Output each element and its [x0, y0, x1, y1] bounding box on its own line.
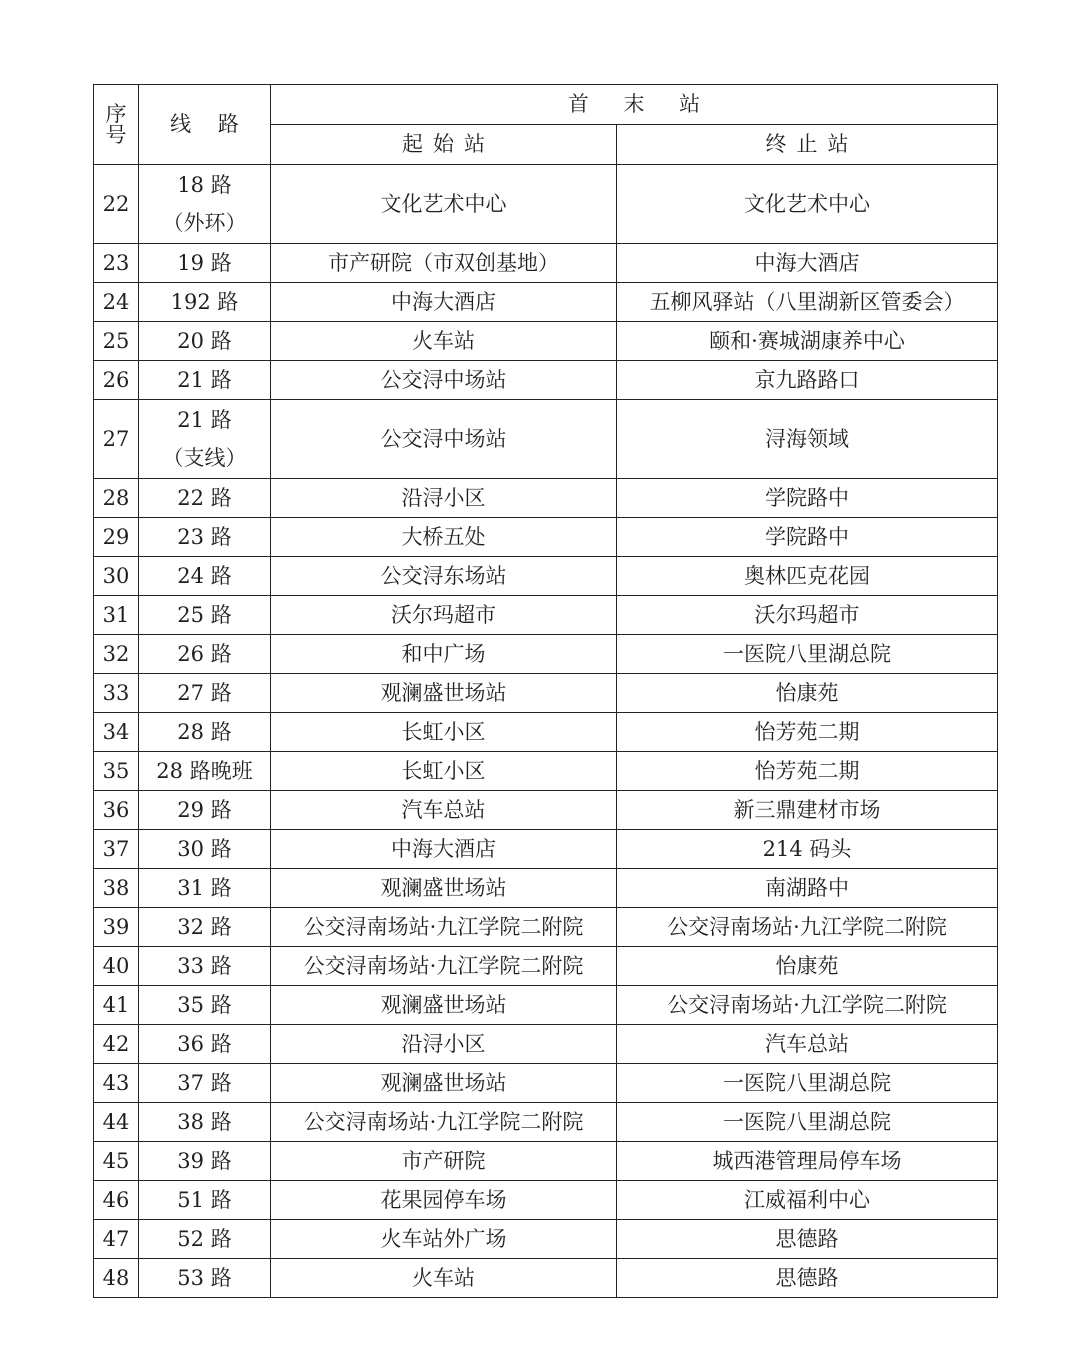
row-end: 沃尔玛超市	[617, 596, 998, 635]
row-index: 46	[94, 1181, 139, 1220]
row-index: 44	[94, 1103, 139, 1142]
table-row	[94, 1103, 998, 1142]
table-header	[94, 85, 998, 165]
row-line: 29 路	[139, 791, 271, 830]
row-start: 公交浔南场站·九江学院二附院	[271, 1103, 617, 1142]
header-end-label: 终止站	[765, 132, 859, 156]
row-line: 53 路	[139, 1259, 271, 1298]
row-start: 观澜盛世场站	[271, 869, 617, 908]
table-row	[94, 596, 998, 635]
table-row	[94, 1181, 998, 1220]
row-line: 28 路晚班	[139, 752, 271, 791]
row-line: 23 路	[139, 518, 271, 557]
row-line: 37 路	[139, 1064, 271, 1103]
row-end: 一医院八里湖总院	[617, 1103, 998, 1142]
row-end: 学院路中	[617, 479, 998, 518]
row-line-name: 21 路	[177, 408, 232, 432]
row-line: 22 路	[139, 479, 271, 518]
row-start: 汽车总站	[271, 791, 617, 830]
row-line: 26 路	[139, 635, 271, 674]
row-end: 汽车总站	[617, 1025, 998, 1064]
row-index: 40	[94, 947, 139, 986]
row-end: 怡康苑	[617, 674, 998, 713]
row-line: 27 路	[139, 674, 271, 713]
row-index: 29	[94, 518, 139, 557]
row-index: 45	[94, 1142, 139, 1181]
header-index-top: 序	[105, 101, 127, 126]
row-start: 公交浔南场站·九江学院二附院	[271, 908, 617, 947]
table-row	[94, 635, 998, 674]
row-start: 文化艺术中心	[271, 165, 617, 244]
row-index: 26	[94, 361, 139, 400]
row-line	[139, 165, 271, 244]
row-line: 36 路	[139, 1025, 271, 1064]
table-row	[94, 908, 998, 947]
header-stations	[271, 85, 998, 125]
row-index: 43	[94, 1064, 139, 1103]
row-line	[139, 400, 271, 479]
row-line: 33 路	[139, 947, 271, 986]
row-start: 市产研院（市双创基地）	[271, 244, 617, 283]
row-end: 214 码头	[617, 830, 998, 869]
table-row	[94, 165, 998, 244]
row-end: 怡芳苑二期	[617, 713, 998, 752]
table-row	[94, 1142, 998, 1181]
row-end: 公交浔南场站·九江学院二附院	[617, 908, 998, 947]
row-end: 公交浔南场站·九江学院二附院	[617, 986, 998, 1025]
row-index: 27	[94, 400, 139, 479]
header-start-label: 起始站	[402, 132, 495, 156]
table-row	[94, 400, 998, 479]
row-line: 38 路	[139, 1103, 271, 1142]
row-index: 35	[94, 752, 139, 791]
table-row	[94, 674, 998, 713]
row-line: 39 路	[139, 1142, 271, 1181]
row-line: 31 路	[139, 869, 271, 908]
row-index: 42	[94, 1025, 139, 1064]
header-start	[271, 125, 617, 165]
row-line: 21 路	[139, 361, 271, 400]
row-index: 22	[94, 165, 139, 244]
row-index: 24	[94, 283, 139, 322]
row-end: 学院路中	[617, 518, 998, 557]
row-line: 19 路	[139, 244, 271, 283]
row-end: 五柳风驿站（八里湖新区管委会）	[617, 283, 998, 322]
row-start: 长虹小区	[271, 713, 617, 752]
table-row	[94, 322, 998, 361]
header-line	[139, 85, 271, 165]
table-row	[94, 283, 998, 322]
row-line-variant: （外环）	[162, 211, 247, 235]
row-end: 思德路	[617, 1220, 998, 1259]
row-end: 城西港管理局停车场	[617, 1142, 998, 1181]
row-end: 江威福利中心	[617, 1181, 998, 1220]
row-line-name: 18 路	[177, 173, 232, 197]
row-end: 文化艺术中心	[617, 165, 998, 244]
table-row	[94, 518, 998, 557]
row-index: 23	[94, 244, 139, 283]
row-line: 24 路	[139, 557, 271, 596]
row-index: 37	[94, 830, 139, 869]
table-row	[94, 947, 998, 986]
row-index: 38	[94, 869, 139, 908]
table-row	[94, 1064, 998, 1103]
row-line: 35 路	[139, 986, 271, 1025]
table-row	[94, 557, 998, 596]
row-start: 大桥五处	[271, 518, 617, 557]
row-end: 新三鼎建材市场	[617, 791, 998, 830]
row-start: 沿浔小区	[271, 479, 617, 518]
row-start: 火车站	[271, 1259, 617, 1298]
row-end: 怡康苑	[617, 947, 998, 986]
row-start: 中海大酒店	[271, 283, 617, 322]
row-line: 20 路	[139, 322, 271, 361]
row-end: 浔海领域	[617, 400, 998, 479]
row-start: 沃尔玛超市	[271, 596, 617, 635]
row-index: 48	[94, 1259, 139, 1298]
header-stations-label: 首 末 站	[567, 92, 715, 116]
table-row	[94, 830, 998, 869]
table-row	[94, 713, 998, 752]
table-row	[94, 1259, 998, 1298]
table-row	[94, 791, 998, 830]
row-end: 怡芳苑二期	[617, 752, 998, 791]
row-start: 和中广场	[271, 635, 617, 674]
row-end: 颐和·赛城湖康养中心	[617, 322, 998, 361]
row-index: 41	[94, 986, 139, 1025]
table-row	[94, 986, 998, 1025]
row-index: 30	[94, 557, 139, 596]
table-row	[94, 1025, 998, 1064]
row-start: 长虹小区	[271, 752, 617, 791]
header-end	[617, 125, 998, 165]
row-start: 市产研院	[271, 1142, 617, 1181]
header-index	[94, 85, 139, 165]
row-end: 一医院八里湖总院	[617, 635, 998, 674]
row-end: 京九路路口	[617, 361, 998, 400]
row-end: 一医院八里湖总院	[617, 1064, 998, 1103]
table-row	[94, 752, 998, 791]
row-start: 火车站	[271, 322, 617, 361]
row-end: 中海大酒店	[617, 244, 998, 283]
row-index: 36	[94, 791, 139, 830]
row-line: 28 路	[139, 713, 271, 752]
row-index: 25	[94, 322, 139, 361]
header-index-bottom: 号	[105, 122, 127, 147]
row-start: 公交浔中场站	[271, 361, 617, 400]
table-row	[94, 869, 998, 908]
row-line: 32 路	[139, 908, 271, 947]
row-index: 34	[94, 713, 139, 752]
table-row	[94, 1220, 998, 1259]
row-line: 30 路	[139, 830, 271, 869]
table-row	[94, 244, 998, 283]
row-line: 52 路	[139, 1220, 271, 1259]
route-table-sheet	[93, 84, 997, 1298]
row-start: 观澜盛世场站	[271, 674, 617, 713]
row-line: 25 路	[139, 596, 271, 635]
route-table	[93, 84, 998, 1298]
row-index: 31	[94, 596, 139, 635]
row-start: 观澜盛世场站	[271, 1064, 617, 1103]
row-start: 沿浔小区	[271, 1025, 617, 1064]
row-start: 火车站外广场	[271, 1220, 617, 1259]
row-start: 花果园停车场	[271, 1181, 617, 1220]
table-row	[94, 479, 998, 518]
header-line-label: 线 路	[170, 112, 249, 136]
row-start: 公交浔东场站	[271, 557, 617, 596]
table-body	[94, 165, 998, 1298]
table-row	[94, 361, 998, 400]
row-end: 南湖路中	[617, 869, 998, 908]
row-index: 32	[94, 635, 139, 674]
row-index: 33	[94, 674, 139, 713]
row-end: 奥林匹克花园	[617, 557, 998, 596]
row-end: 思德路	[617, 1259, 998, 1298]
row-index: 28	[94, 479, 139, 518]
row-line: 192 路	[139, 283, 271, 322]
row-index: 39	[94, 908, 139, 947]
row-line-variant: （支线）	[162, 446, 247, 470]
row-index: 47	[94, 1220, 139, 1259]
row-start: 观澜盛世场站	[271, 986, 617, 1025]
row-start: 公交浔中场站	[271, 400, 617, 479]
row-start: 公交浔南场站·九江学院二附院	[271, 947, 617, 986]
row-start: 中海大酒店	[271, 830, 617, 869]
row-line: 51 路	[139, 1181, 271, 1220]
